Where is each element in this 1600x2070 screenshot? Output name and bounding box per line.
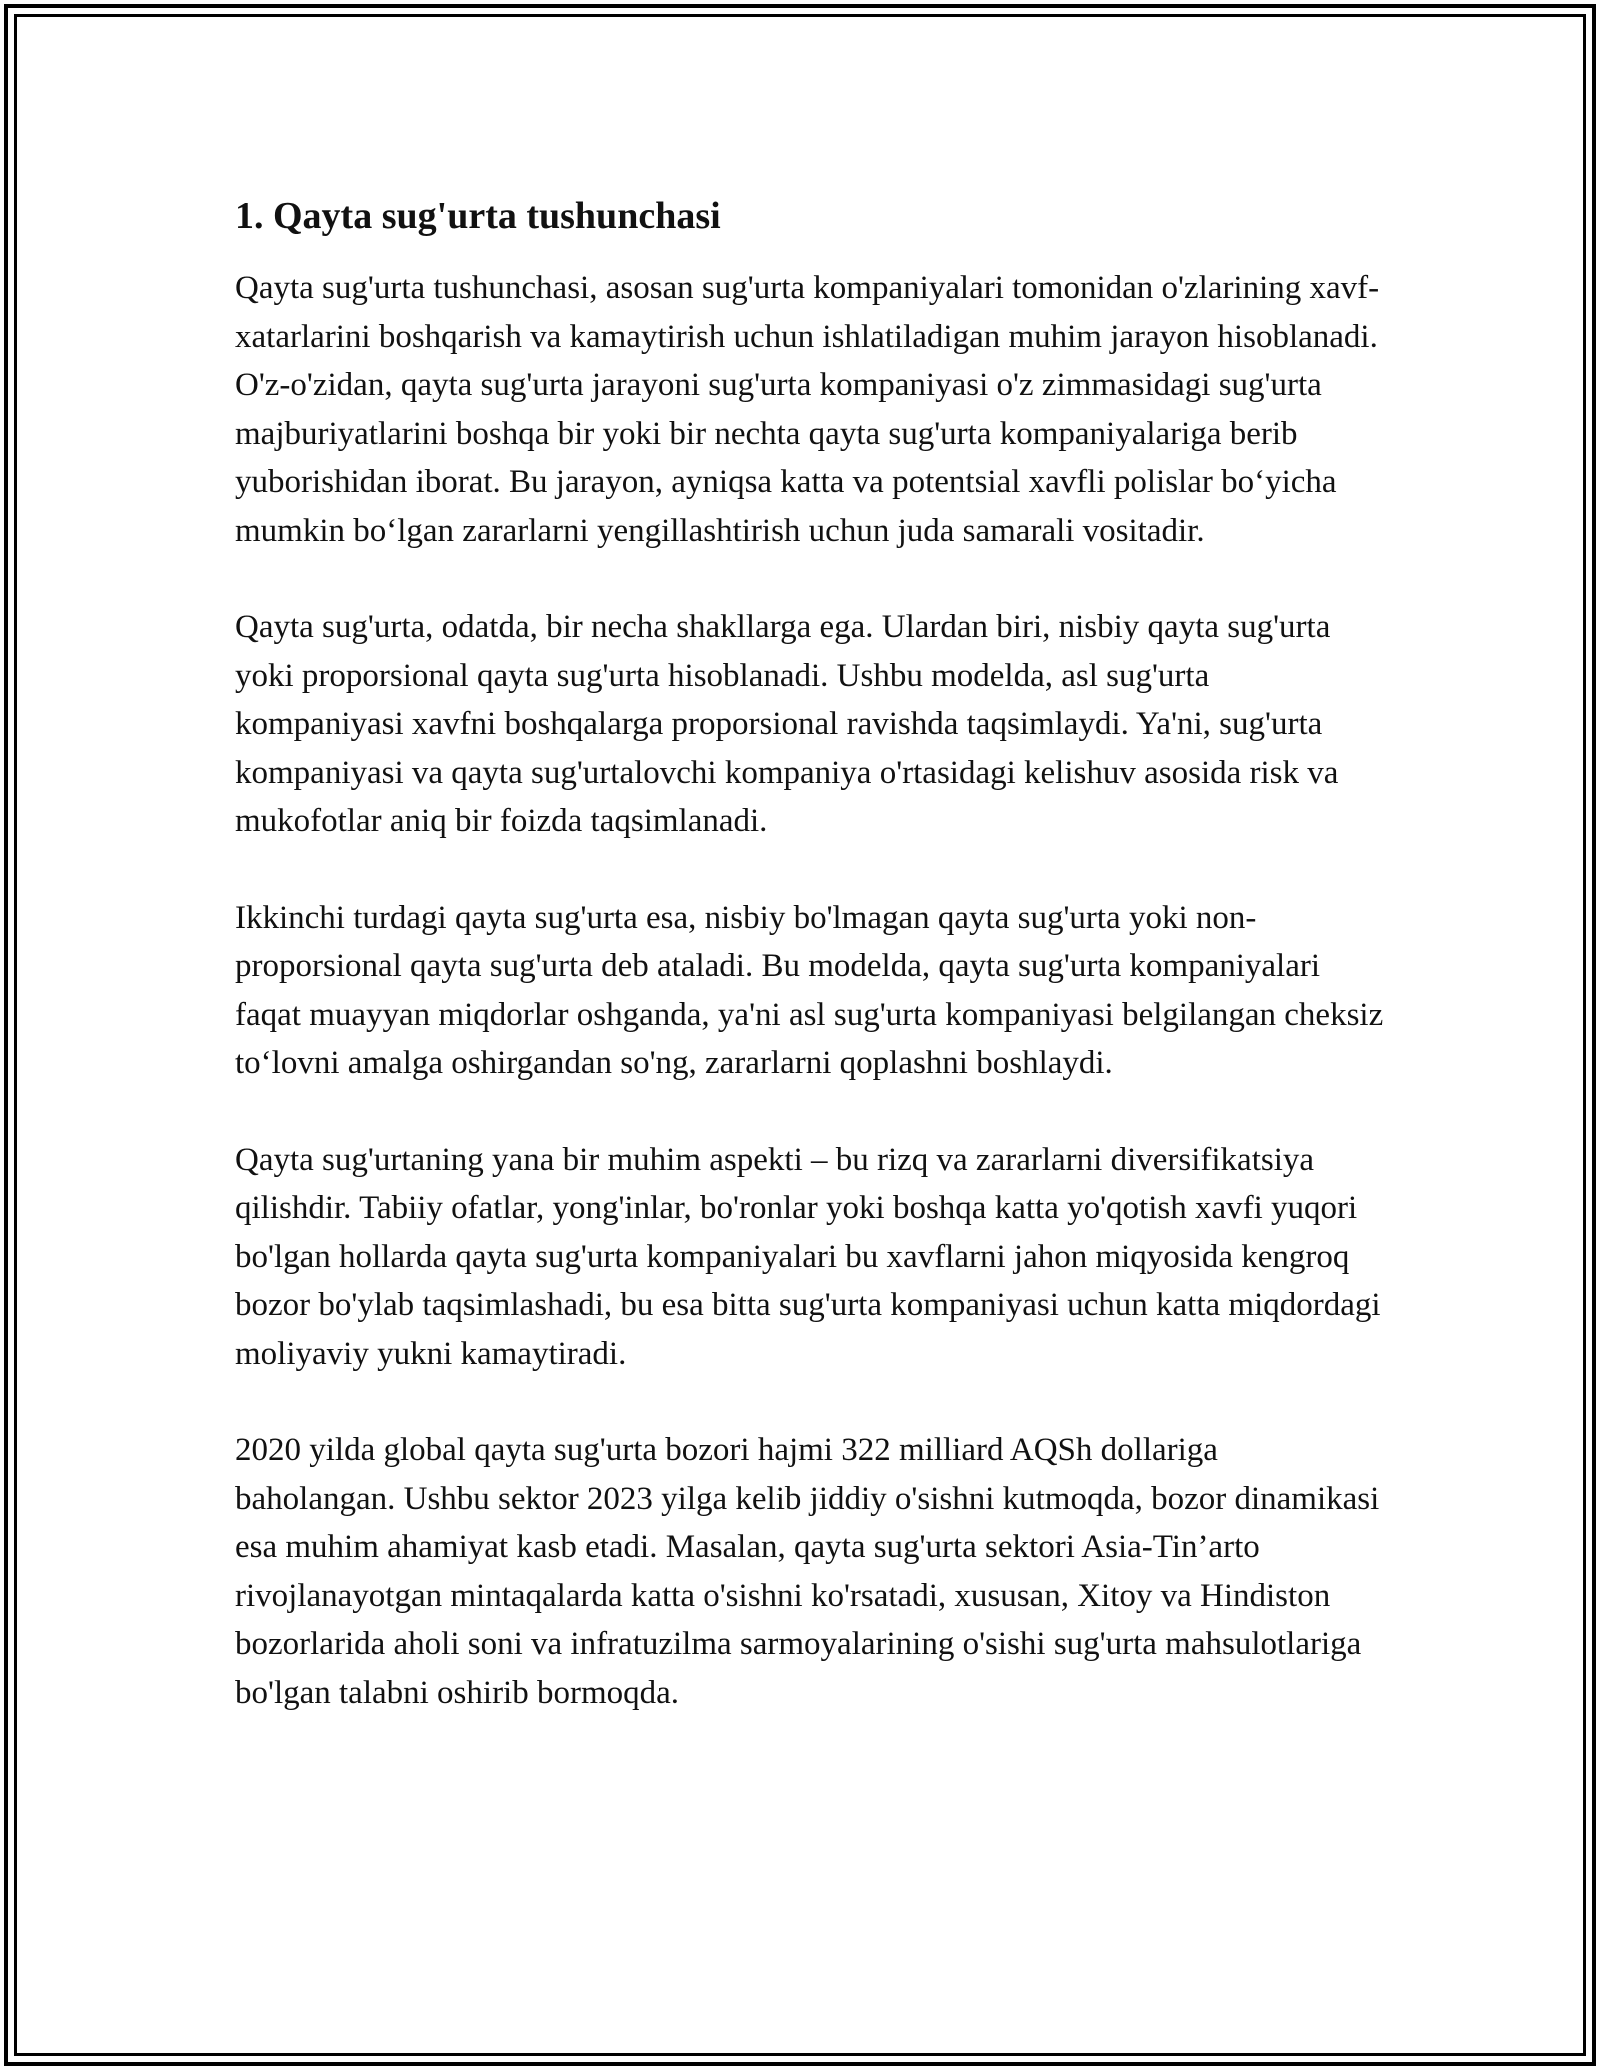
paragraph-1: Qayta sug'urta tushunchasi, asosan sug'urta kompaniyalari tomonidan o'zlarining xavf-xatarlarini boshqarish va kamaytirish uchun ishlatiladigan muhim jarayon hisoblanadi. O'z-o'zidan, qayta sug'urta jarayoni sug'urta kompaniyasi o'z zimmasidagi sug'urta majburiyatlarini boshqa bir yoki bir nechta qayta sug'urta kompaniyalariga berib yuborishidan iborat. Bu jarayon, ayniqsa katta va potentsial xavfli polislar bo‘yicha mumkin bo‘lgan zararlarni yengillashtirish uchun juda samarali vositadir. (235, 270, 1380, 549)
paragraph-3: Ikkinchi turdagi qayta sug'urta esa, nisbiy bo'lmagan qayta sug'urta yoki non-proporsional qayta sug'urta deb ataladi. Bu modelda, qayta sug'urta kompaniyalari faqat muayyan miqdorlar oshganda, ya'ni asl sug'urta kompaniyasi belgilangan cheksiz to‘lovni amalga oshirgandan so'ng, zararlarni qoplashni boshlaydi. (235, 899, 1384, 1081)
paragraph-5: 2020 yilda global qayta sug'urta bozori hajmi 322 milliard AQSh dollariga baholangan. Ushbu sektor 2023 yilga kelib jiddiy o'sishni kutmoqda, bozor dinamikasi esa muhim ahamiyat kasb etadi. Masalan, qayta sug'urta sektori Asia-Tin’arto rivojlanayotgan mintaqalarda katta o'sishni ko'rsatadi, xususan, Xitoy va Hindiston bozorlarida aholi soni va infratuzilma sarmoyalarining o'sishi sug'urta mahsulotlariga bo'lgan talabni oshirib bormoqda. (235, 1432, 1380, 1711)
paragraph-4: Qayta sug'urtaning yana bir muhim aspekti – bu rizq va zararlarni diversifikatsiya qilishdir. Tabiiy ofatlar, yong'inlar, bo'ronlar yoki boshqa katta yo'qotish xavfi yuqori bo'lgan hollarda qayta sug'urta kompaniyalari bu xavflarni jahon miqyosida kengroq bozor bo'ylab taqsimlashadi, bu esa bitta sug'urta kompaniyasi uchun katta miqdordagi moliyaviy yukni kamaytiradi. (235, 1141, 1381, 1372)
document-body (235, 188, 1385, 1765)
section-heading: 1. Qayta sug'urta tushunchasi (235, 195, 721, 237)
paragraph-2: Qayta sug'urta, odatda, bir necha shakllarga ega. Ulardan biri, nisbiy qayta sug'urta yoki proporsional qayta sug'urta hisoblanadi. Ushbu modelda, asl sug'urta kompaniyasi xavfni boshqalarga proporsional ravishda taqsimlaydi. Ya'ni, sug'urta kompaniyasi va qayta sug'urtalovchi kompaniya o'rtasidagi kelishuv asosida risk va mukofotlar aniq bir foizda taqsimlanadi. (235, 609, 1339, 839)
